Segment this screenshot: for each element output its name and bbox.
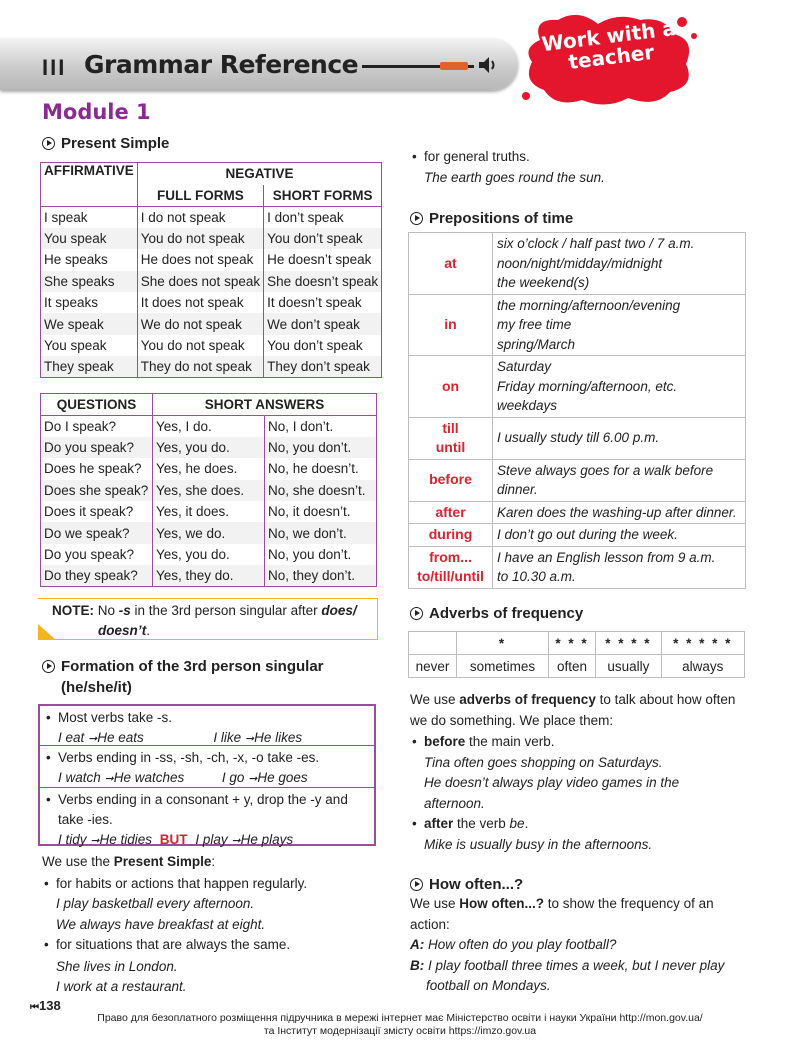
table-cell: You speak xyxy=(41,228,138,249)
ex: He plays xyxy=(240,832,294,847)
heading-label: Present Simple xyxy=(61,135,170,152)
table-cell: Yes, I do. xyxy=(153,416,265,437)
affirmative-negative-table xyxy=(40,162,382,378)
adverbs-intro xyxy=(410,690,750,711)
table-cell: No, I don’t. xyxy=(265,416,377,437)
table-cell: Do you speak? xyxy=(41,437,153,458)
preposition-row xyxy=(409,501,746,524)
preposition-keyword xyxy=(409,501,493,524)
frequency-stars: * * * xyxy=(548,632,595,655)
table-cell: I don’t speak xyxy=(264,207,382,228)
heading-line: (he/she/it) xyxy=(61,679,132,696)
dialogue-text: How often do you play football? xyxy=(428,937,617,952)
example-line: Friday morning/afternoon, etc. xyxy=(497,378,678,394)
example-line: I don’t go out during the week. xyxy=(497,527,678,542)
dialogue-a xyxy=(410,935,755,956)
example-line: the weekend(s) xyxy=(497,275,590,290)
example-line: six o’clock / half past two / 7 a.m. xyxy=(497,236,695,251)
table-cell: He does not speak xyxy=(137,249,263,270)
heading-label xyxy=(61,656,324,698)
keyword-line: on xyxy=(441,377,460,394)
table-cell: He doesn’t speak xyxy=(264,249,382,270)
arrow-icon: ➞ xyxy=(104,773,114,785)
preposition-examples xyxy=(493,233,746,295)
table-cell: Does it speak? xyxy=(41,501,153,522)
preposition-row xyxy=(409,294,746,356)
example-line: Steve always goes for a walk before xyxy=(497,462,714,478)
note-does: does/ xyxy=(321,603,357,618)
play-icon[interactable] xyxy=(410,607,423,620)
rewind-icon[interactable]: ⏮ xyxy=(30,1002,39,1013)
rule-text: • Most verbs take -s. xyxy=(44,708,368,728)
ex: He goes xyxy=(257,770,308,785)
example-line: to 10.30 a.m. xyxy=(497,569,576,584)
preposition-examples xyxy=(493,459,746,501)
table-row xyxy=(41,207,382,228)
keyword-line: after xyxy=(435,503,466,520)
adverbs-example: He doesn’t always play video games in the xyxy=(424,775,680,790)
rule-text: • Verbs ending in a consonant + y, drop the -y and xyxy=(44,790,368,810)
table-cell: It does not speak xyxy=(137,292,263,313)
example-line: dinner. xyxy=(497,482,538,497)
arrow-icon: ➞ xyxy=(88,733,98,745)
table-cell: They do not speak xyxy=(137,356,263,377)
badge-text: Work with a teacher xyxy=(540,15,678,75)
col-short-forms: SHORT FORMS xyxy=(264,185,382,207)
rule-row xyxy=(40,746,374,788)
preposition-examples xyxy=(493,417,746,459)
usage-continued xyxy=(410,147,750,188)
keyword-line: before xyxy=(429,471,472,488)
table-cell: You speak xyxy=(41,335,138,356)
preposition-row xyxy=(409,417,746,459)
ex: I go xyxy=(221,770,245,785)
usage-block xyxy=(42,852,382,998)
words-row xyxy=(409,655,745,678)
table-row xyxy=(41,480,377,501)
note-text xyxy=(52,601,372,641)
rule-text: • Verbs ending in -ss, -sh, -ch, -x, -o take -es. xyxy=(44,748,368,768)
preposition-keyword xyxy=(409,546,493,588)
preposition-keyword xyxy=(409,294,493,356)
table-row xyxy=(41,565,377,586)
text: We use xyxy=(410,896,460,911)
table-cell: No, she doesn’t. xyxy=(265,480,377,501)
frequency-stars xyxy=(409,632,457,655)
usage-example: I play basketball every afternoon. xyxy=(56,896,255,911)
rule-examples xyxy=(44,768,368,789)
page-title: Grammar Reference xyxy=(84,50,359,79)
preposition-examples xyxy=(493,501,746,524)
arrow-icon: ➞ xyxy=(231,835,241,847)
table-cell: No, it doesn’t. xyxy=(265,501,377,522)
table-cell: We do not speak xyxy=(137,313,263,334)
preposition-row xyxy=(409,524,746,547)
table-row xyxy=(41,313,382,334)
ex: I eat xyxy=(58,730,85,745)
table-cell: Do they speak? xyxy=(41,565,153,586)
table-cell: He speaks xyxy=(41,249,138,270)
example-line: noon/night/midday/midnight xyxy=(497,255,663,271)
ex: I play xyxy=(195,832,228,847)
footer xyxy=(0,1012,800,1038)
preposition-keyword xyxy=(409,233,493,295)
usage-example: The earth goes round the sun. xyxy=(424,169,605,185)
ex: I like xyxy=(213,730,242,745)
frequency-stars: * xyxy=(457,632,549,655)
table-row xyxy=(41,458,377,479)
text: to show the frequency of an xyxy=(544,896,714,911)
col-short-answers: SHORT ANSWERS xyxy=(153,394,377,416)
keyword-line: till xyxy=(442,419,459,436)
example-line: my free time xyxy=(497,317,572,332)
table-cell: Does he speak? xyxy=(41,458,153,479)
preposition-row xyxy=(409,233,746,295)
how-often-intro xyxy=(410,894,755,915)
how-often-intro: action: xyxy=(410,916,450,932)
table-cell: Does she speak? xyxy=(41,480,153,501)
preposition-keyword xyxy=(409,356,493,418)
text: before xyxy=(424,734,466,749)
note-label: NOTE: xyxy=(52,603,94,618)
table-row xyxy=(41,356,382,377)
table-row xyxy=(41,335,382,356)
table-cell: You don’t speak xyxy=(264,335,382,356)
note-s: -s xyxy=(118,603,131,618)
preposition-row xyxy=(409,356,746,418)
table-row xyxy=(41,437,377,458)
questions-table xyxy=(40,393,377,587)
table-cell: It speaks xyxy=(41,292,138,313)
table-cell: It doesn’t speak xyxy=(264,292,382,313)
table-cell: Yes, they do. xyxy=(153,565,265,586)
usage-intro xyxy=(42,852,382,873)
text: after xyxy=(424,816,454,831)
ex: He watches xyxy=(113,770,185,785)
note-part: No xyxy=(97,603,119,618)
table-row xyxy=(41,228,382,249)
header-dash xyxy=(440,62,468,70)
module-title: Module 1 xyxy=(42,100,151,124)
ex: He likes xyxy=(254,730,303,745)
how-often-text xyxy=(410,894,755,997)
table-cell: No, he doesn’t. xyxy=(265,458,377,479)
col-full-forms: FULL FORMS xyxy=(137,185,263,207)
table-cell: They don’t speak xyxy=(264,356,382,377)
preposition-examples xyxy=(493,524,746,547)
ex: He tidies xyxy=(99,832,153,847)
preposition-row xyxy=(409,546,746,588)
example-line: Karen does the washing-up after dinner. xyxy=(497,504,737,520)
text: the verb xyxy=(453,816,510,831)
table-cell: No, you don’t. xyxy=(265,437,377,458)
rule-text: take -ies. xyxy=(58,812,113,827)
table-cell: Yes, we do. xyxy=(153,522,265,543)
rule-row xyxy=(40,788,374,847)
page-number-value: 138 xyxy=(39,998,61,1013)
footer-line: Право для безоплатного розміщення підручника в мережі інтернет має Міністерство освіти і науки України http://mon.gov.ua/ xyxy=(97,1012,703,1024)
table-cell: No, you don’t. xyxy=(265,544,377,565)
example-line: I usually study till 6.00 p.m. xyxy=(497,430,660,446)
usage-bullet: • for general truths. xyxy=(410,147,750,168)
usage-example: I work at a restaurant. xyxy=(56,979,187,994)
keyword-line: in xyxy=(444,316,457,332)
col-negative: NEGATIVE xyxy=(137,163,381,185)
arrow-icon: ➞ xyxy=(244,733,255,745)
table-row xyxy=(41,501,377,522)
keyword-line: at xyxy=(444,254,457,271)
dialogue-text: I play football three times a week, but I never play xyxy=(428,957,725,973)
table-cell: She speaks xyxy=(41,271,138,292)
text: Present Simple xyxy=(113,854,212,869)
table-cell: Yes, you do. xyxy=(153,437,265,458)
text: We use xyxy=(410,692,460,707)
play-icon[interactable] xyxy=(42,137,55,150)
example-line: the morning/afternoon/evening xyxy=(497,297,681,313)
adverbs-example: Tina often goes shopping on Saturdays. xyxy=(424,754,663,770)
play-icon[interactable] xyxy=(410,212,423,225)
how-often-heading xyxy=(410,874,523,895)
usage-bullet: • for habits or actions that happen regularly. xyxy=(42,874,382,895)
adverbs-table xyxy=(408,631,745,678)
arrow-icon: ➞ xyxy=(248,773,258,785)
table-cell: We speak xyxy=(41,313,138,334)
ex: He eats xyxy=(97,730,144,745)
preposition-keyword xyxy=(409,417,493,459)
text: the main verb. xyxy=(465,734,555,749)
text: How often...? xyxy=(459,896,545,911)
preposition-examples xyxy=(493,294,746,356)
col-affirmative: AFFIRMATIVE xyxy=(41,163,138,207)
table-cell: She doesn’t speak xyxy=(264,271,382,292)
keyword-line: from... xyxy=(429,548,472,565)
footer-line: та Інститут модернізації змісту освіти https://imzo.gov.ua xyxy=(263,1025,537,1037)
stars-row xyxy=(409,632,745,655)
table-row xyxy=(41,249,382,270)
speaker-label: B: xyxy=(410,957,425,973)
text: adverbs of frequency xyxy=(459,692,596,707)
formation-heading xyxy=(42,656,324,698)
rule-examples xyxy=(44,830,368,851)
table-row xyxy=(41,416,377,437)
adverbs-bullet xyxy=(410,814,750,835)
table-cell: She does not speak xyxy=(137,271,263,292)
example-line: spring/March xyxy=(497,336,576,352)
adverbs-example: Mike is usually busy in the afternoons. xyxy=(424,836,653,852)
note-part: . xyxy=(146,623,151,638)
table-cell: You do not speak xyxy=(137,228,263,249)
but-label: BUT xyxy=(159,832,188,847)
table-cell: I speak xyxy=(41,207,138,228)
play-icon[interactable] xyxy=(42,660,55,673)
table-cell: Do I speak? xyxy=(41,416,153,437)
dialogue-text: football on Mondays. xyxy=(426,978,551,993)
frequency-word: never xyxy=(409,655,457,678)
adverbs-intro: we do something. We place them: xyxy=(410,712,614,728)
usage-example: We always have breakfast at eight. xyxy=(56,916,266,932)
table-row xyxy=(41,544,377,565)
ex: I tidy xyxy=(58,832,87,847)
prepositions-heading xyxy=(410,208,573,229)
text: We use the xyxy=(42,854,114,869)
table-cell: I do not speak xyxy=(137,207,263,228)
usage-bullet: • for situations that are always the same. xyxy=(42,935,382,956)
text: be xyxy=(509,816,525,831)
arrow-icon: ➞ xyxy=(90,835,100,847)
heading-line: Formation of the 3rd person singular xyxy=(61,658,324,675)
heading-label: How often...? xyxy=(429,876,524,893)
frequency-word: sometimes xyxy=(457,655,549,678)
frequency-word: always xyxy=(661,655,744,678)
adverbs-text xyxy=(410,690,750,855)
preposition-examples xyxy=(493,356,746,418)
table-row xyxy=(41,522,377,543)
table-cell: Yes, he does. xyxy=(153,458,265,479)
table-cell: No, we don’t. xyxy=(265,522,377,543)
example-line: I have an English lesson from 9 a.m. xyxy=(497,549,716,565)
keyword-line: until xyxy=(435,439,466,455)
table-row xyxy=(41,292,382,313)
table-cell: You do not speak xyxy=(137,335,263,356)
table-cell: Do we speak? xyxy=(41,522,153,543)
col-questions: QUESTIONS xyxy=(41,394,153,416)
table-cell: Yes, it does. xyxy=(153,501,265,522)
play-icon[interactable] xyxy=(410,878,423,891)
rule-row xyxy=(40,706,374,746)
adverbs-bullet xyxy=(410,732,750,753)
preposition-keyword xyxy=(409,459,493,501)
preposition-row xyxy=(409,459,746,501)
example-line: weekdays xyxy=(497,398,558,413)
keyword-line: to/till/until xyxy=(417,568,484,584)
frequency-stars: * * * * * xyxy=(661,632,744,655)
note-doesnt: doesn’t xyxy=(98,623,147,638)
frequency-word: usually xyxy=(596,655,661,678)
speaker-label: A: xyxy=(410,937,425,952)
example-line: Saturday xyxy=(497,359,552,374)
table-cell: No, they don’t. xyxy=(265,565,377,586)
table-cell: They speak xyxy=(41,356,138,377)
heading-label: Prepositions of time xyxy=(429,210,574,227)
present-simple-heading xyxy=(42,133,169,154)
text: to talk about how often xyxy=(595,692,736,707)
page-number xyxy=(30,998,61,1013)
prepositions-table xyxy=(408,232,746,589)
formation-box xyxy=(38,704,376,846)
note-part: in the 3rd person singular after xyxy=(130,603,322,618)
table-cell: We don’t speak xyxy=(264,313,382,334)
table-cell: You don’t speak xyxy=(264,228,382,249)
heading-label: Adverbs of frequency xyxy=(429,605,584,622)
ex: I watch xyxy=(58,770,101,785)
dialogue-b xyxy=(410,956,755,977)
table-cell: Do you speak? xyxy=(41,544,153,565)
header-bars-icon: III xyxy=(42,55,67,80)
table-cell: Yes, you do. xyxy=(153,544,265,565)
table-row xyxy=(41,271,382,292)
usage-example: She lives in London. xyxy=(56,958,178,974)
preposition-keyword xyxy=(409,524,493,547)
text: . xyxy=(524,816,529,831)
adverbs-heading xyxy=(410,603,583,624)
keyword-line: during xyxy=(428,526,473,542)
table-cell: Yes, she does. xyxy=(153,480,265,501)
preposition-examples xyxy=(493,546,746,588)
frequency-word: often xyxy=(548,655,595,678)
speaker-icon[interactable] xyxy=(478,54,498,76)
text: : xyxy=(211,854,216,869)
frequency-stars: * * * * xyxy=(596,632,661,655)
adverbs-example: afternoon. xyxy=(424,795,485,811)
